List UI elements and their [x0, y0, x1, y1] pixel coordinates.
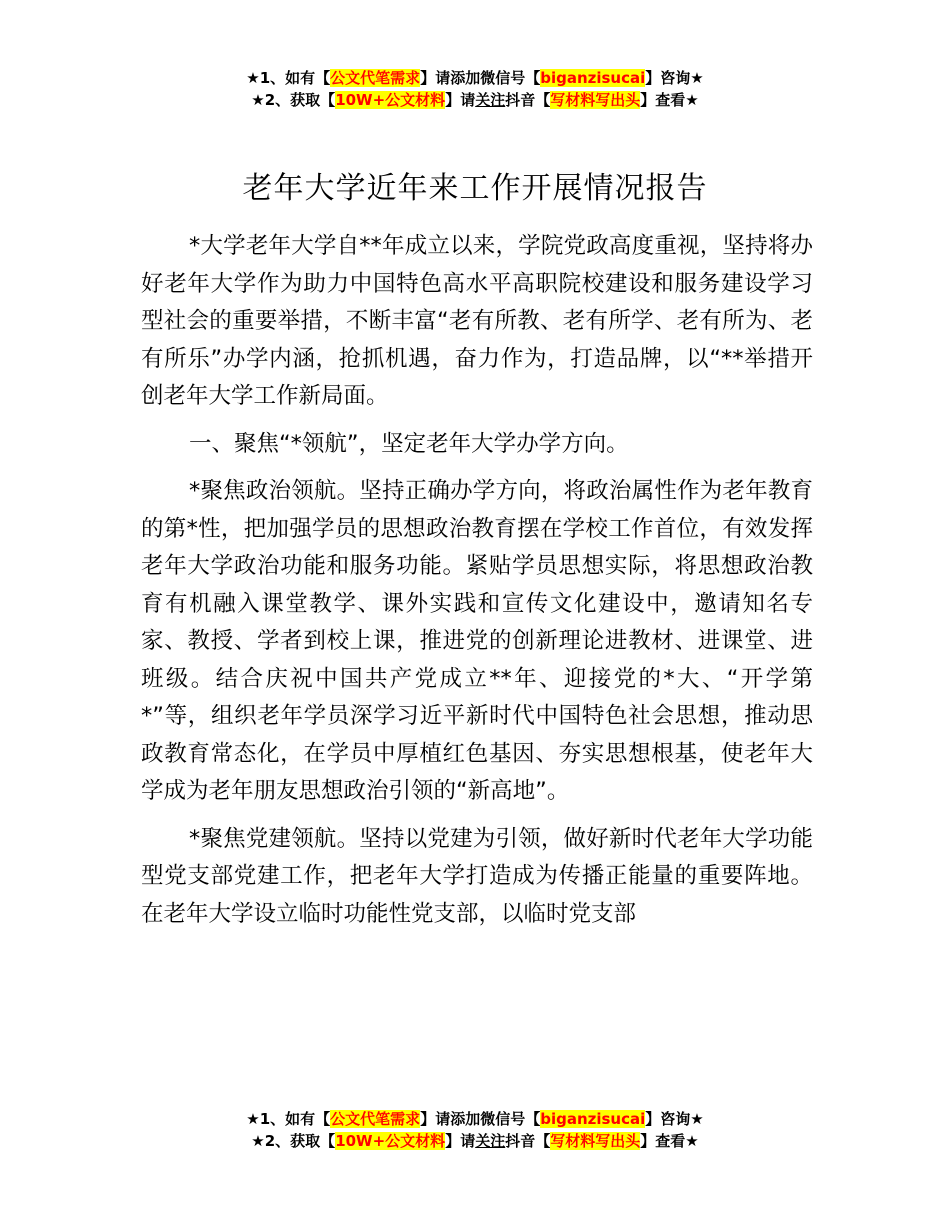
banner-text: 】查看★ [640, 1132, 699, 1150]
banner-highlight: 10W+公文材料 [335, 1132, 446, 1150]
footer-banner [0, 1108, 950, 1152]
banner-highlight-wechat-id: biganzisucai [540, 69, 646, 87]
banner-highlight: 公文代笔需求 [330, 1110, 421, 1128]
document-body [141, 228, 813, 943]
paragraph-intro: *大学老年大学自**年成立以来，学院党政高度重视，坚持将办好老年大学作为助力中国特色高水平高职院校建设和服务建设学习型社会的重要举措，不断丰富“老有所教、老有所学、老有所为、老有所乐”办学内涵，抢抓机遇，奋力作为，打造品牌，以“**举措开创老年大学工作新局面。 [141, 233, 813, 409]
banner-text: 】咨询★ [645, 1110, 704, 1128]
banner-highlight-douyin: 写材料写出头 [550, 1132, 641, 1150]
banner-text: 】咨询★ [645, 69, 704, 87]
banner-underlined-text: 关注 [475, 91, 506, 109]
paragraph-political-leadership: *聚焦政治领航。坚持正确办学方向，将政治属性作为老年教育的第*性，把加强学员的思想政治教育摆在学校工作首位，有效发挥老年大学政治功能和服务功能。紧贴学员思想实际，将思想政治教育有机融入课堂教学、课外实践和宣传文化建设中，邀请知名专家、教授、学者到校上课，推进党的创新理论进教材、进课堂、进班级。结合庆祝中国共产党成立**年、迎接党的*大、“开学第*”等，组织老年学员深学习近平新时代中国特色社会思想，推动思政教育常态化，在学员中厚植红色基因、夯实思想根基，使老年大学成为老年朋友思想政治引领的“新高地”。 [141, 478, 813, 804]
banner-highlight-wechat-id: biganzisucai [540, 1110, 646, 1128]
banner-highlight-douyin: 写材料写出头 [550, 91, 641, 109]
banner-line-1 [0, 67, 950, 89]
banner-highlight: 10W+公文材料 [335, 91, 446, 109]
paragraph-section-heading: 一、聚焦“*领航”，坚定老年大学办学方向。 [189, 430, 629, 457]
banner-text: 抖音【 [505, 1132, 551, 1150]
banner-text: 】查看★ [640, 91, 699, 109]
banner-line-1 [0, 1108, 950, 1130]
document-title: 老年大学近年来工作开展情况报告 [242, 171, 708, 206]
banner-line-2 [0, 89, 950, 111]
banner-text: 抖音【 [505, 91, 551, 109]
banner-text: ★2、获取【 [251, 91, 336, 109]
banner-underlined-text: 关注 [475, 1132, 506, 1150]
banner-line-2 [0, 1130, 950, 1152]
banner-text: ★1、如有【 [246, 69, 331, 87]
banner-text: ★1、如有【 [246, 1110, 331, 1128]
banner-text: 】请添加微信号【 [420, 1110, 541, 1128]
banner-highlight: 公文代笔需求 [330, 69, 421, 87]
header-banner [0, 67, 950, 111]
banner-text: ★2、获取【 [251, 1132, 336, 1150]
banner-text: 】请添加微信号【 [420, 69, 541, 87]
banner-text: 】请 [445, 91, 476, 109]
banner-text: 】请 [445, 1132, 476, 1150]
paragraph-party-building: *聚焦党建领航。坚持以党建为引领，做好新时代老年大学功能型党支部党建工作，把老年大学打造成为传播正能量的重要阵地。在老年大学设立临时功能性党支部，以临时党支部 [141, 825, 813, 927]
